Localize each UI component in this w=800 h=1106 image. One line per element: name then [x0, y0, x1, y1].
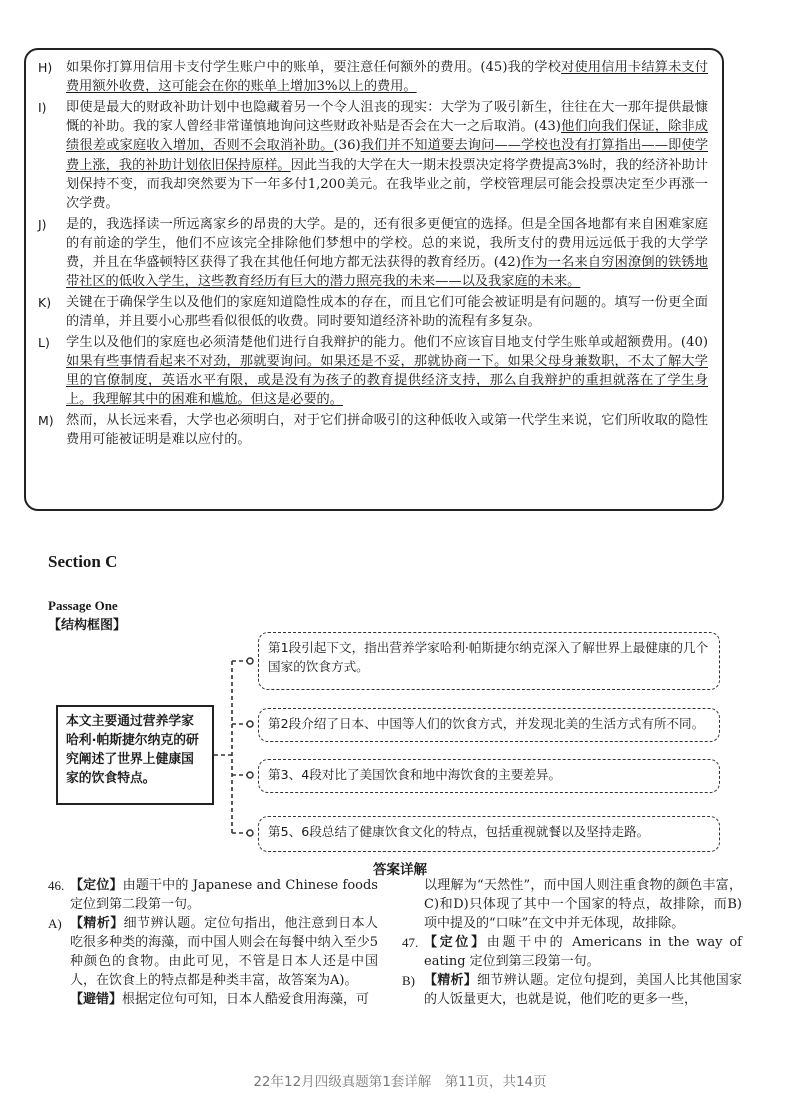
text-run: 学生以及他们的家庭也必须清楚他们进行自我辩护的能力。他们不应该盲目地支付学生账单或超额费用。(40): [66, 334, 708, 350]
underlined-answer-text: 我理解其中的困难和尴尬。但这是必要的。: [92, 392, 343, 408]
answer-column-left: [48, 876, 378, 1009]
item-text: [70, 914, 378, 990]
tree-node-3: 第3、4段对比了美国饮食和地中海饮食的主要差异。: [258, 759, 720, 793]
text-run: 关键在于确保学生以及他们的家庭知道隐性成本的存在，而且它们可能会被证明是有问题的。填写一份更全面的清单，并且要小心那些看似很低的收费。同时要知道经济补助的流程有多复杂。: [66, 294, 708, 330]
summary-box: 本文主要通过营养学家哈利·帕斯捷尔纳克的研究阐述了世界上健康国家的饮食特点。: [56, 705, 214, 805]
answer-item: [48, 914, 378, 990]
text-run: (36): [333, 138, 361, 154]
item-number: 47.: [402, 935, 419, 950]
item-text: [424, 971, 742, 1009]
text-run: 因此当我的大学在大一期末投票决定将学费提高3%时，我的经济补助计划保持不变，而我却突然要为下一年多付1,200美元。在我毕业之前，学校管理层可能会投票决定至少再涨一次学费。: [66, 157, 709, 211]
tree-node-4: 第5、6段总结了健康饮食文化的特点，包括重视就餐以及坚持走路。: [258, 816, 720, 852]
paragraph-label: K): [38, 294, 52, 310]
item-tag: 【定位】: [424, 935, 487, 950]
underlined-answer-text: 作为一名来自穷困潦倒的铁锈地带社区的低收入学生，这些教育经历有巨大的潜力照亮我的未来——以及我家庭的未来。: [66, 255, 708, 290]
item-body: 根据定位句可知，日本人酷爱食用海藻，可: [122, 992, 370, 1007]
item-text: [70, 876, 378, 914]
paragraph-label: J): [38, 216, 47, 232]
paragraph-label: I): [38, 99, 47, 115]
continued-text: 以理解为“天然性”，而中国人则注重食物的颜色丰富，C)和D)只体现了其中一个国家的特点，故排除，而B)项中提及的“口味”在文中并无体现，故排除。: [424, 878, 742, 931]
passage-title: Passage One: [48, 598, 118, 613]
tree-node-1: 第1段引起下文，指出营养学家哈利·帕斯捷尔纳克深入了解世界上最健康的几个国家的饮食方式。: [258, 632, 720, 690]
text-run: 即使是最大的财政补助计划中也隐藏着另一个令人沮丧的现实：大学为了吸引新生，往往在大一那年提供最慷慨的补助。我的家人曾经非常谨慎地询问这些财政补贴是否会在大一之后取消。(43): [66, 99, 708, 135]
framework-title: 【结构框图】: [48, 618, 127, 633]
paragraph-label: H): [38, 60, 53, 75]
item-text: [70, 990, 378, 1009]
text-run: 然而，从长远来看，大学也必须明白，对于它们拼命吸引的这种低收入或第一代学生来说，它们所收取的隐性费用可能被证明是难以应付的。: [66, 413, 708, 448]
item-number: A): [48, 916, 62, 931]
paragraph-label: M): [38, 413, 54, 429]
item-body: 细节辨认题。定位句提到，美国人比其他国家的人饭量更大，也就是说，他们吃的更多一些，: [424, 973, 742, 1007]
answer-item: [48, 990, 378, 1009]
text-run: 如果你打算用信用卡支付学生账户中的账单，要注意任何额外的费用。(45)我的学校: [66, 60, 562, 75]
item-body: 由题干中的 Americans in the way of eating 定位到第三段第一句。: [424, 935, 742, 969]
underlined-answer-text: 我们并不知道要去询问——学校也没有打算指出——即使学费上涨，我的补助计划依旧保持原样。: [66, 138, 709, 173]
text-run: 是的，我选择读一所远离家乡的昂贵的大学。是的，还有很多更便宜的选择。但是全国各地都有来自困难家庭的有前途的学生，他们不应该完全排除他们梦想中的学校。总的来说，我所支付的费用远远低于我的大学学费，并且在华盛顿特区获得了我在其他任何地方都无法获得的教育经历。(42): [66, 216, 708, 271]
item-text: [424, 933, 742, 971]
answer-item: [402, 971, 742, 1009]
section-title: Section C: [48, 552, 118, 571]
underlined-answer-text: 如果有些事情看起来不对劲，那就要询问。如果还是不妥，那就协商一下。如果父母身兼数职，不太了解大学里的官僚制度，英语水平有限，或是没有为孩子的教育提供经济支持，那么自我辩护的重担就落在了学生身上。: [66, 354, 708, 408]
page-footer: 22年12月四级真题第1套详解 第11页，共14页: [253, 1074, 547, 1090]
answer-column-right: [402, 876, 742, 1009]
item-body: 细节辨认题。定位句指出，他注意到日本人吃很多种类的海藻，而中国人则会在每餐中纳入至少5种颜色的食物。由此可见，不管是日本人还是中国人，在饮食上的特点都是种类丰富，故答案为A)。: [70, 916, 378, 988]
item-number: 46.: [48, 878, 65, 893]
item-tag: 【精析】: [424, 973, 478, 988]
answer-title: 答案详解: [373, 862, 427, 878]
item-number: B): [402, 973, 415, 988]
item-tag: 【精析】: [70, 916, 124, 931]
tree-node-2: 第2段介绍了日本、中国等人们的饮食方式，并发现北美的生活方式有所不同。: [258, 708, 720, 742]
item-tag: 【定位】: [70, 878, 123, 893]
item-body: 由题干中的 Japanese and Chinese foods 定位到第二段第一句。: [70, 878, 378, 912]
answer-item: [402, 933, 742, 971]
paragraph-label: L): [38, 334, 50, 350]
underlined-answer-text: 对使用信用卡结算未支付费用额外收费，这可能会在你的账单上增加3%以上的费用。: [66, 60, 708, 95]
item-number: [48, 990, 70, 1009]
underlined-answer-text: 他们向我们保证，除非成绩很差或家庭收入增加，否则不会取消补助。: [66, 119, 708, 154]
item-tag: 【避错】: [70, 992, 123, 1007]
answer-item: [48, 876, 378, 914]
